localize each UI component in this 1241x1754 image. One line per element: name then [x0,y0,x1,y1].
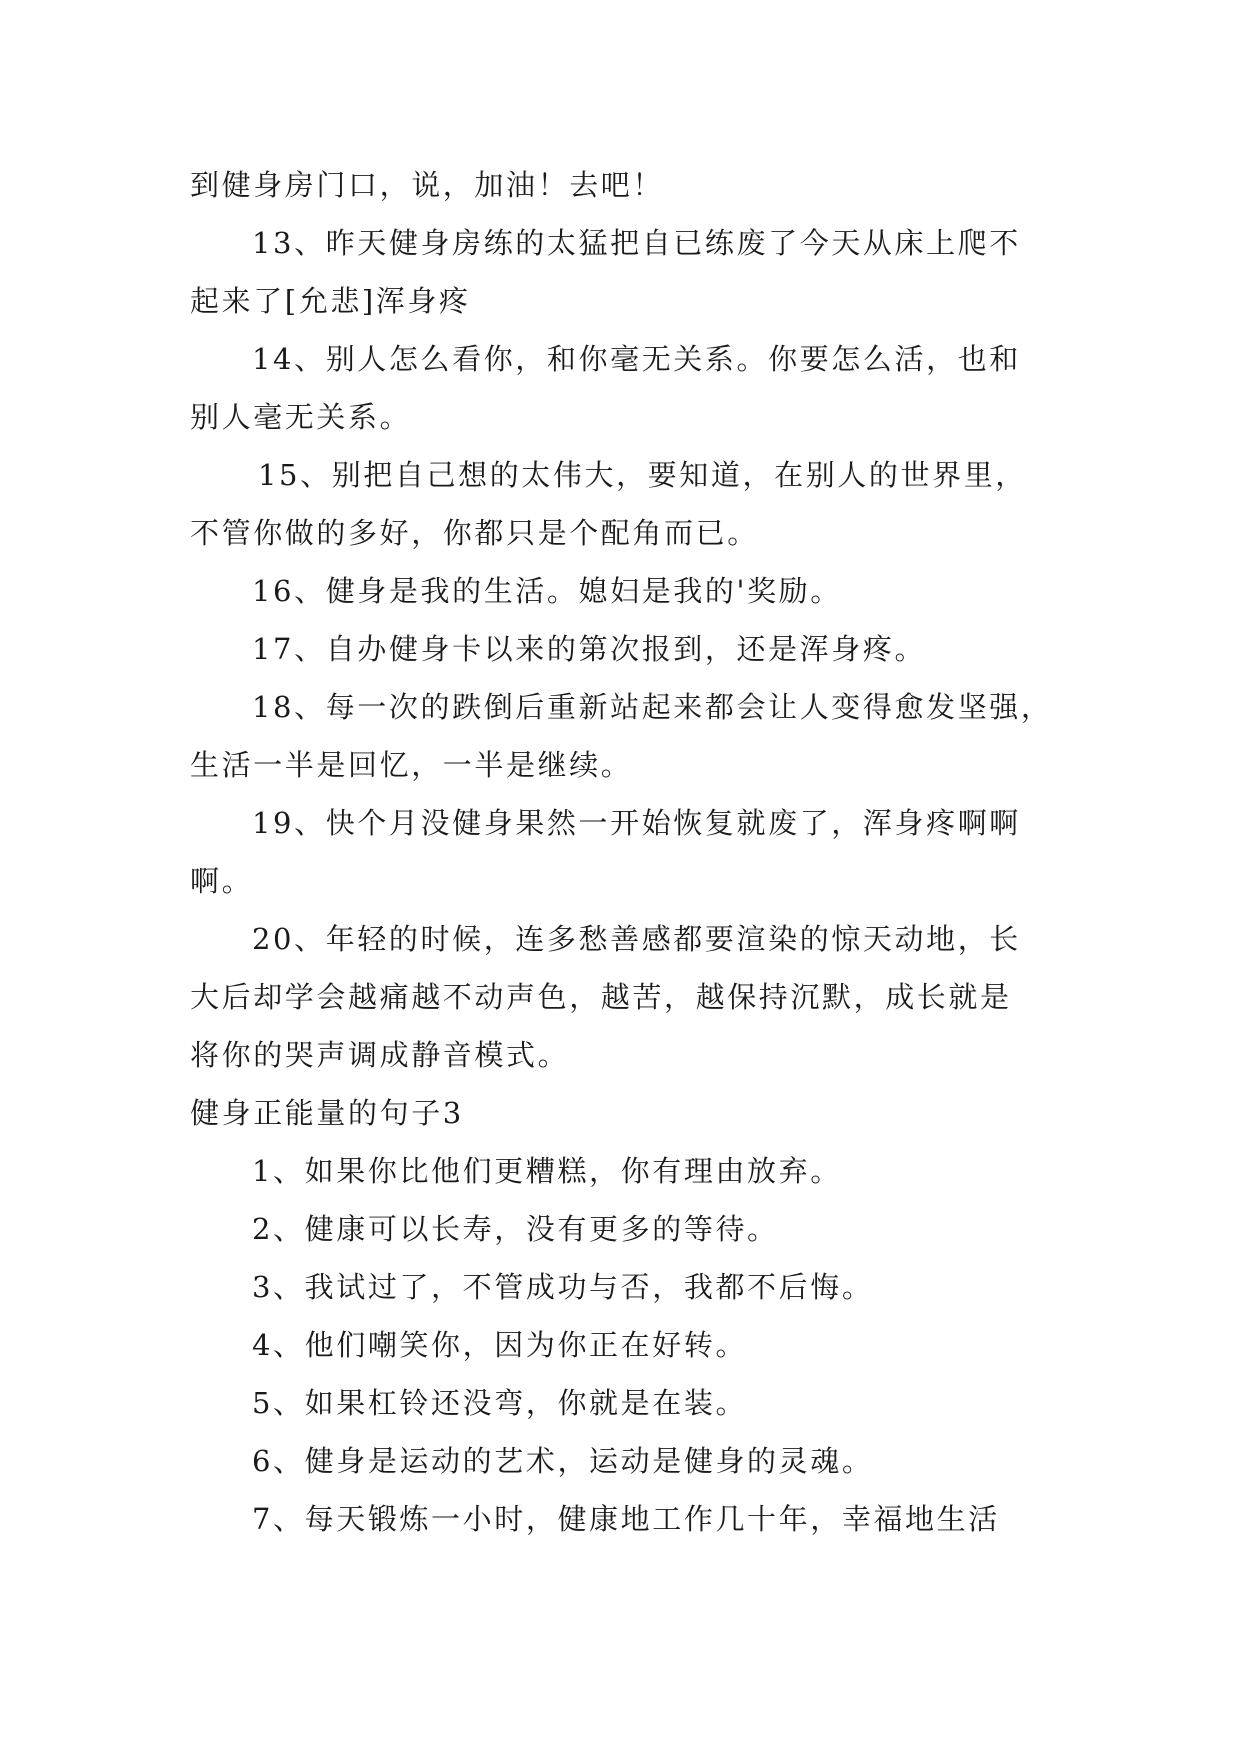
list-item: 7、每天锻炼一小时，健康地工作几十年，幸福地生活 [252,1502,1000,1536]
text-line: 16、健身是我的生活。媳妇是我的'奖励。 [252,574,842,608]
text-line: 将你的哭声调成静音模式。 [190,1038,570,1072]
list-item: 4、他们嘲笑你，因为你正在好转。 [252,1328,748,1362]
text-line: 20、年轻的时候，连多愁善感都要渲染的惊天动地，长 [252,922,1021,956]
list-item: 2、健康可以长寿，没有更多的等待。 [252,1212,779,1246]
text-line: 19、快个月没健身果然一开始恢复就废了，浑身疼啊啊 [252,806,1021,840]
list-item: 1、如果你比他们更糟糕，你有理由放弃。 [252,1154,842,1188]
list-item: 5、如果杠铃还没弯，你就是在装。 [252,1386,748,1420]
text-line: 生活一半是回忆，一半是继续。 [190,748,633,782]
text-line: 起来了[允悲]浑身疼 [190,284,471,318]
list-item: 6、健身是运动的艺术，运动是健身的灵魂。 [252,1444,874,1478]
text-line: 到健身房门口，说，加油！去吧！ [190,168,665,202]
text-line: 13、昨天健身房练的太猛把自已练废了今天从床上爬不 [252,226,1021,260]
text-line: 不管你做的多好，你都只是个配角而已。 [190,516,759,550]
section-heading: 健身正能量的句子3 [190,1096,464,1130]
text-line: 18、每一次的跌倒后重新站起来都会让人变得愈发坚强， [252,690,1053,724]
text-line: 啊。 [190,864,254,898]
text-line: 大后却学会越痛越不动声色，越苦，越保持沉默，成长就是 [190,980,1012,1014]
text-line: 别人毫无关系。 [190,400,412,434]
text-line: 14、别人怎么看你，和你毫无关系。你要怎么活，也和 [252,342,1021,376]
list-item: 3、我试过了，不管成功与否，我都不后悔。 [252,1270,874,1304]
text-line: 17、自办健身卡以来的第次报到，还是浑身疼。 [252,632,927,666]
text-line: 15、别把自己想的太伟大，要知道，在别人的世界里， [258,458,1027,492]
